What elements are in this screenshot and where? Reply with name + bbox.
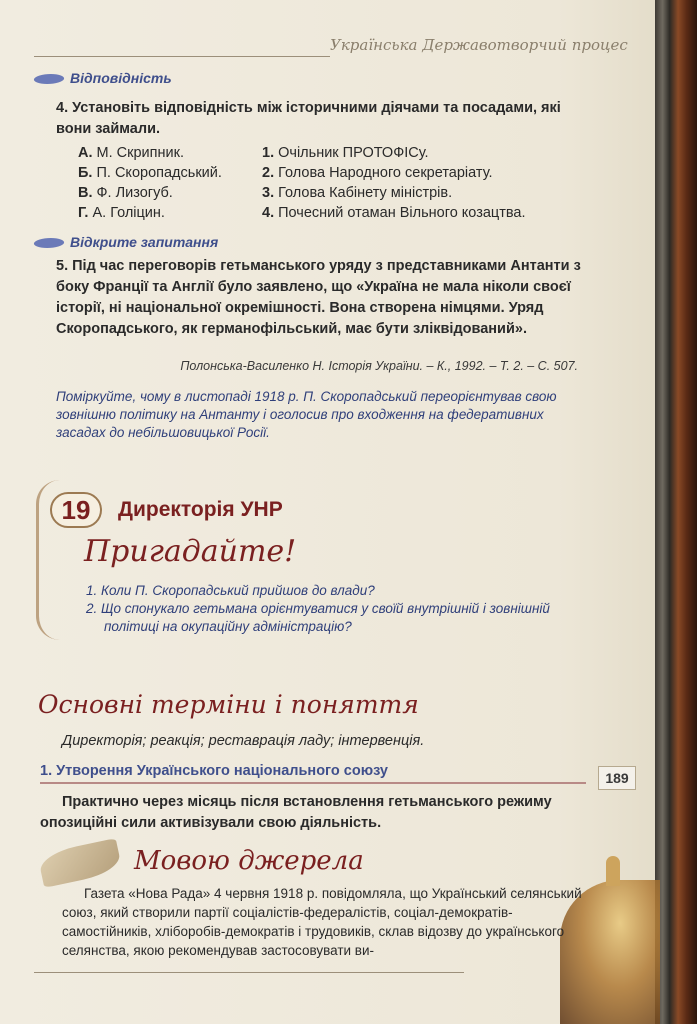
terms-list: Директорія; реакція; реставрація ладу; інтервенція. bbox=[62, 733, 425, 749]
open-question-heading: Відкрите запитання bbox=[34, 234, 218, 250]
section-rule bbox=[40, 782, 586, 784]
question-5: 5. Під час переговорів гетьманського уряду з представниками Антанти з боку Франції та Англії було заявлено, що «Україна не мала ніколи своєї історії, ні національної окремішності. Вона створена німцями. Уряд Скоропадського, як германофільський, має бути зліквідований». bbox=[56, 258, 581, 337]
position-3: 3. Голова Кабінету міністрів. bbox=[262, 185, 453, 201]
paragraph-number: 19 bbox=[50, 492, 102, 528]
person-b: Б. П. Скоропадський. bbox=[78, 165, 222, 181]
person-c: В. Ф. Лизогуб. bbox=[78, 185, 173, 201]
position-2: 2. Голова Народного секретаріату. bbox=[262, 165, 493, 181]
person-a: А. М. Скрипник. bbox=[78, 145, 184, 161]
citation: Полонська-Василенко Н. Історія України. – К., 1992. – Т. 2. – С. 507. bbox=[180, 359, 578, 373]
recall-item: 1. Коли П. Скоропадський прийшов до влади? bbox=[86, 583, 375, 598]
feather-icon bbox=[32, 74, 66, 84]
sources-heading: Мовою джерела bbox=[134, 846, 364, 876]
header-rule bbox=[34, 56, 330, 57]
book-spine bbox=[655, 0, 697, 1024]
feather-icon bbox=[32, 238, 66, 248]
section-title: 1. Утворення Українського національного союзу bbox=[40, 763, 388, 779]
correspondence-heading: Відповідність bbox=[34, 70, 172, 86]
recall-item: 2. Що спонукало гетьмана орієнтуватися у своїй внутрішній і зовнішній політиці на окупаційну адміністрацію? bbox=[86, 601, 550, 634]
terms-heading: Основні терміни і поняття bbox=[38, 690, 419, 719]
paragraph-title: Директорія УНР bbox=[118, 498, 283, 521]
recall-heading: Пригадайте! bbox=[84, 534, 297, 569]
reflection-task: Поміркуйте, чому в листопаді 1918 р. П. Скоропадський переорієнтував свою зовнішню політику на Антанту і оголосив про входження на федеративних засадах до небільшовицької Росії. bbox=[56, 389, 557, 440]
recall-list bbox=[86, 582, 586, 636]
running-header: Українська Державотворчий процес bbox=[330, 36, 628, 54]
person-d: Г. А. Голіцин. bbox=[78, 205, 165, 221]
position-4: 4. Почесний отаман Вільного козацтва. bbox=[262, 205, 526, 221]
section-text: Практично через місяць після встановлення гетьманського режиму опозиційні сили активізували свою діяльність. bbox=[40, 794, 552, 831]
footer-rule bbox=[34, 972, 464, 973]
page-number: 189 bbox=[598, 766, 636, 790]
question-4: 4. Установіть відповідність між історичними діячами та посадами, які вони займали. bbox=[56, 100, 561, 137]
source-text: Газета «Нова Рада» 4 червня 1918 р. повідомляла, що Український селянський союз, який створили партії соціалістів-федералістів, соціал-демократів-самостійників, хліборобів-демократів і трудовиків, склав відозву до українського селянства, якою рекомендував застосовувати ви- bbox=[62, 886, 582, 958]
position-1: 1. Очільник ПРОТОФІСу. bbox=[262, 145, 429, 161]
